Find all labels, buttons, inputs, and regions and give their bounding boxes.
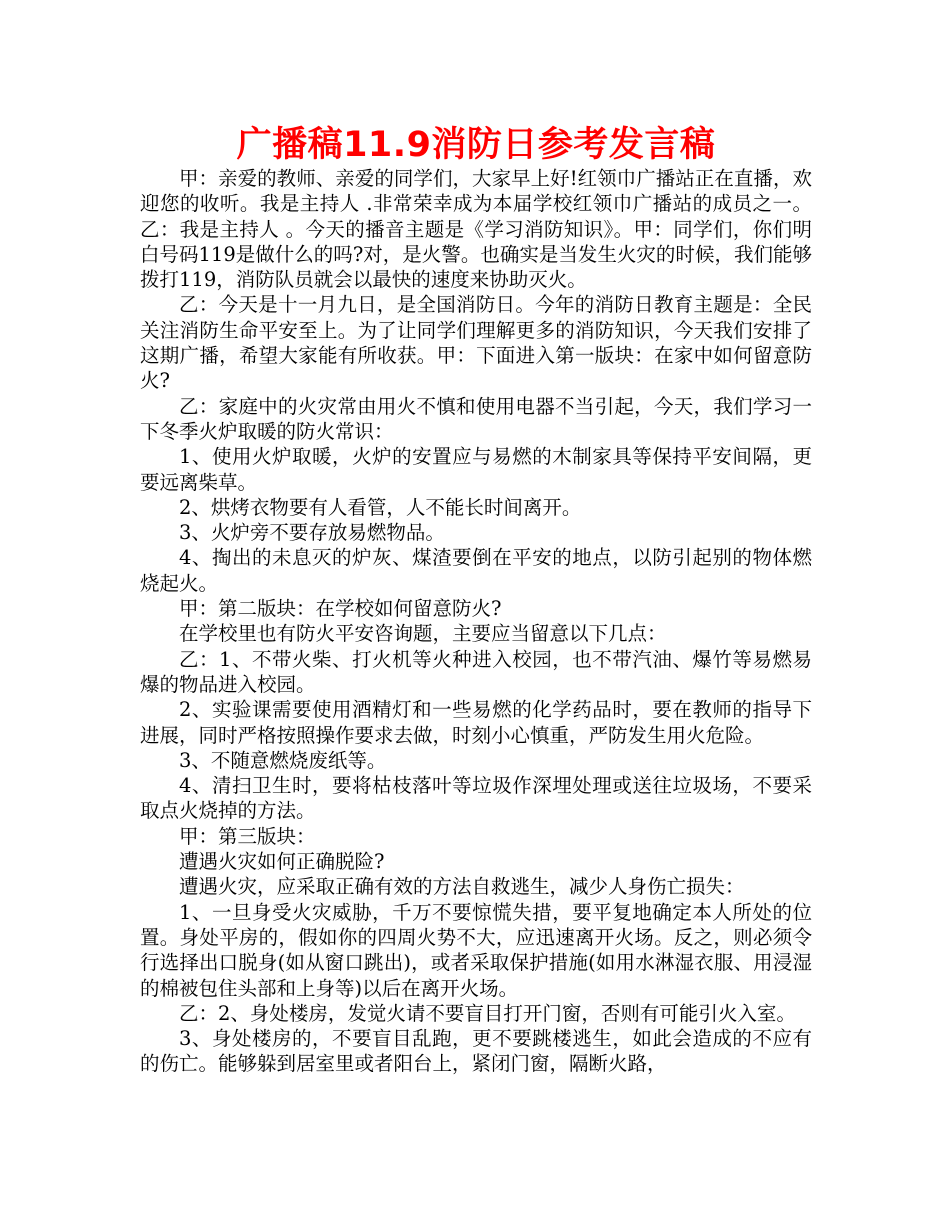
document-page <box>140 124 812 1077</box>
paragraph: 3、火炉旁不要存放易燃物品。 <box>179 521 445 545</box>
paragraph: 遭遇火灾，应采取正确有效的方法自救逃生，减少人身伤亡损失： <box>179 875 745 899</box>
paragraph: 甲：第三版块： <box>179 824 316 848</box>
paragraph: 甲：第二版块：在学校如何留意防火? <box>179 597 502 621</box>
paragraph: 1、一旦身受火灾威胁，千万不要惊慌失措，要平复地确定本人所处的位置。身处平房的，假如你的四周火势不大，应迅速离开火场。反之，则必须令行选择出口脱身(如从窗口跳出)，或者采取保护措施(如用水淋湿衣服、用浸湿的棉被包住头部和上身等)以后在离开火场。 <box>140 900 812 1000</box>
paragraph: 遭遇火灾如何正确脱险? <box>179 850 385 874</box>
paragraph: 乙：2、身处楼房，发觉火请不要盲目打开门窗，否则有可能引火入室。 <box>179 1001 796 1025</box>
document-body <box>140 166 812 1077</box>
paragraph: 乙：今天是十一月九日，是全国消防日。今年的消防日教育主题是：全民关注消防生命平安至上。为了让同学们理解更多的消防知识，今天我们安排了这期广播，希望大家能有所收获。甲：下面进入第一版块：在家中如何留意防火? <box>140 293 812 393</box>
paragraph: 4、清扫卫生时，要将枯枝落叶等垃圾作深埋处理或送往垃圾场，不要采取点火烧掉的方法。 <box>140 774 812 823</box>
paragraph: 3、不随意燃烧废纸等。 <box>179 748 387 772</box>
paragraph: 2、实验课需要使用酒精灯和一些易燃的化学药品时，要在教师的指导下进展，同时严格按照操作要求去做，时刻小心慎重，严防发生用火危险。 <box>140 698 812 747</box>
paragraph: 在学校里也有防火平安咨询题，主要应当留意以下几点： <box>179 622 667 646</box>
paragraph: 甲：亲爱的教师、亲爱的同学们，大家早上好!红领巾广播站正在直播，欢迎您的收听。我是主持人 .非常荣幸成为本届学校红领巾广播站的成员之一。乙：我是主持人 。今天的播音主题是《学习消防知识》。甲：同学们，你们明白号码119是做什么的吗?对，是火警。也确实是当发生火灾的时候，我们能够拨打119，消防队员就会以最快的速度来协助灭火。 <box>140 167 812 292</box>
paragraph: 2、烘烤衣物要有人看管，人不能长时间离开。 <box>179 495 582 519</box>
paragraph: 4、掏出的未息灭的炉灰、煤渣要倒在平安的地点，以防引起别的物体燃烧起火。 <box>140 546 812 595</box>
paragraph: 3、身处楼房的，不要盲目乱跑，更不要跳楼逃生，如此会造成的不应有的伤亡。能够躲到居室里或者阳台上，紧闭门窗，隔断火路， <box>140 1027 812 1076</box>
paragraph: 1、使用火炉取暖，火炉的安置应与易燃的木制家具等保持平安间隔，更要远离柴草。 <box>140 445 812 494</box>
paragraph: 乙：1、不带火柴、打火机等火种进入校园，也不带汽油、爆竹等易燃易爆的物品进入校园。 <box>140 647 812 696</box>
document-title: 广播稿11.9消防日参考发言稿 <box>236 125 716 165</box>
paragraph: 乙：家庭中的火灾常由用火不慎和使用电器不当引起，今天，我们学习一下冬季火炉取暖的防火常识： <box>140 394 812 443</box>
